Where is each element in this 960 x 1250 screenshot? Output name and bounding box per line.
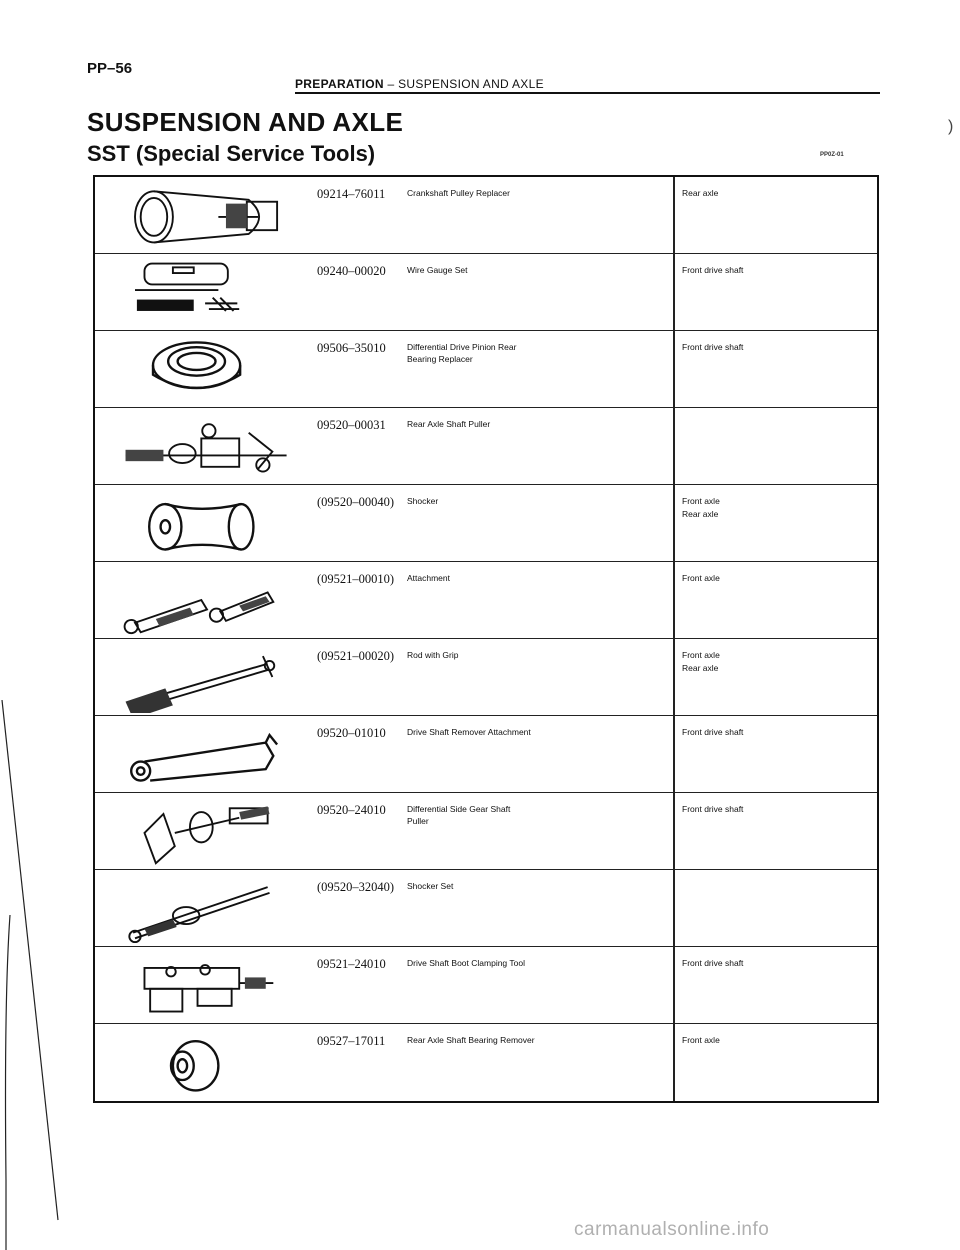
tool-usage [682, 341, 872, 354]
tool-usage [682, 726, 872, 739]
tool-name [407, 264, 662, 276]
tool-name [407, 726, 662, 738]
tool-usage [682, 649, 872, 675]
tool-name [407, 803, 662, 827]
tool-name [407, 418, 662, 430]
tool-name [407, 495, 662, 507]
rod-with-grip-icon [101, 641, 313, 713]
page-number: PP–56 [87, 60, 133, 77]
tool-name-line: Differential Side Gear Shaft [407, 804, 511, 814]
tool-usage [682, 957, 872, 970]
tool-name [407, 341, 662, 365]
column-divider [673, 947, 675, 1023]
usage-item: Front drive shaft [682, 958, 744, 968]
part-number: (09520–00040) [317, 495, 395, 509]
tool-name-line: Shocker [407, 496, 439, 506]
attachment-icon [101, 564, 313, 636]
usage-item: Front axle [682, 1035, 720, 1045]
table-row [95, 1024, 877, 1101]
part-number: 09520–24010 [317, 803, 386, 817]
tool-name-line: Bearing Replacer [407, 354, 473, 364]
table-row [95, 639, 877, 716]
table-row [95, 716, 877, 793]
usage-item: Rear axle [682, 663, 719, 673]
column-divider [673, 1024, 675, 1101]
column-divider [673, 639, 675, 715]
tool-name [407, 649, 662, 661]
tool-name-line: Crankshaft Pulley Replacer [407, 188, 510, 198]
tool-usage [682, 1034, 872, 1047]
part-number: (09521–00010) [317, 572, 395, 586]
shocker-set-icon [101, 872, 313, 944]
part-number: 09521–24010 [317, 957, 386, 971]
usage-item: Front axle [682, 573, 720, 583]
part-number: 09520–00031 [317, 418, 386, 432]
tool-name [407, 1034, 662, 1046]
tool-usage [682, 264, 872, 277]
column-divider [673, 485, 675, 561]
sst-table [93, 175, 879, 1103]
tool-name [407, 572, 662, 584]
tool-usage [682, 803, 872, 816]
part-number: 09506–35010 [317, 341, 386, 355]
shocker-icon [101, 487, 313, 559]
usage-item: Front axle [682, 650, 720, 660]
table-row [95, 562, 877, 639]
table-row [95, 485, 877, 562]
section-label: PREPARATION [295, 77, 384, 91]
tool-name-line: Differential Drive Pinion Rear [407, 342, 517, 352]
table-row [95, 408, 877, 485]
tool-name-line: Wire Gauge Set [407, 265, 468, 275]
table-row [95, 947, 877, 1024]
part-number: 09520–01010 [317, 726, 386, 740]
part-number: 09240–00020 [317, 264, 386, 278]
side-gear-shaft-puller-icon [101, 795, 313, 867]
bearing-replacer-icon [101, 333, 313, 405]
column-divider [673, 716, 675, 792]
tool-name [407, 880, 662, 892]
part-number: 09527–17011 [317, 1034, 386, 1048]
wire-gauge-set-icon [101, 256, 313, 328]
reference-code: PP0Z-01 [820, 152, 844, 158]
tool-name [407, 957, 662, 969]
column-divider [673, 562, 675, 638]
page-subtitle: SST (Special Service Tools) [87, 141, 376, 166]
column-divider [673, 254, 675, 330]
table-row [95, 331, 877, 408]
header-rule [295, 92, 880, 94]
drive-shaft-remover-icon [101, 718, 313, 790]
tool-name-line: Drive Shaft Remover Attachment [407, 727, 531, 737]
running-header [295, 77, 544, 91]
table-row [95, 870, 877, 947]
column-divider [673, 793, 675, 869]
part-number: 09214–76011 [317, 187, 386, 201]
usage-item: Front axle [682, 496, 720, 506]
axle-shaft-puller-icon [101, 410, 313, 482]
tool-name-line: Puller [407, 816, 429, 826]
part-number: (09521–00020) [317, 649, 395, 663]
tool-name [407, 187, 662, 199]
table-row [95, 177, 877, 254]
usage-item: Rear axle [682, 188, 719, 198]
tool-name-line: Attachment [407, 573, 450, 583]
table-row [95, 793, 877, 870]
tool-name-line: Rod with Grip [407, 650, 459, 660]
column-divider [673, 408, 675, 484]
boot-clamping-tool-icon [101, 949, 313, 1021]
tool-name-line: Rear Axle Shaft Bearing Remover [407, 1035, 535, 1045]
part-number: (09520–32040) [317, 880, 395, 894]
tool-usage [682, 187, 872, 200]
pulley-replacer-icon [101, 179, 313, 251]
bearing-remover-icon [101, 1026, 313, 1098]
margin-mark: ) [948, 118, 954, 135]
watermark: carmanualsonline.info [574, 1219, 770, 1240]
table-row [95, 254, 877, 331]
column-divider [673, 331, 675, 407]
subsection-label: SUSPENSION AND AXLE [398, 77, 544, 91]
column-divider [673, 870, 675, 946]
tool-name-line: Rear Axle Shaft Puller [407, 419, 491, 429]
header-separator: – [387, 77, 395, 91]
usage-item: Front drive shaft [682, 265, 744, 275]
usage-item: Rear axle [682, 509, 719, 519]
tool-name-line: Shocker Set [407, 881, 454, 891]
usage-item: Front drive shaft [682, 727, 744, 737]
tool-usage [682, 495, 872, 521]
usage-item: Front drive shaft [682, 804, 744, 814]
scan-line-art [0, 700, 60, 1250]
page-title: SUSPENSION AND AXLE [87, 107, 404, 137]
column-divider [673, 177, 675, 253]
usage-item: Front drive shaft [682, 342, 744, 352]
tool-usage [682, 572, 872, 585]
tool-name-line: Drive Shaft Boot Clamping Tool [407, 958, 525, 968]
